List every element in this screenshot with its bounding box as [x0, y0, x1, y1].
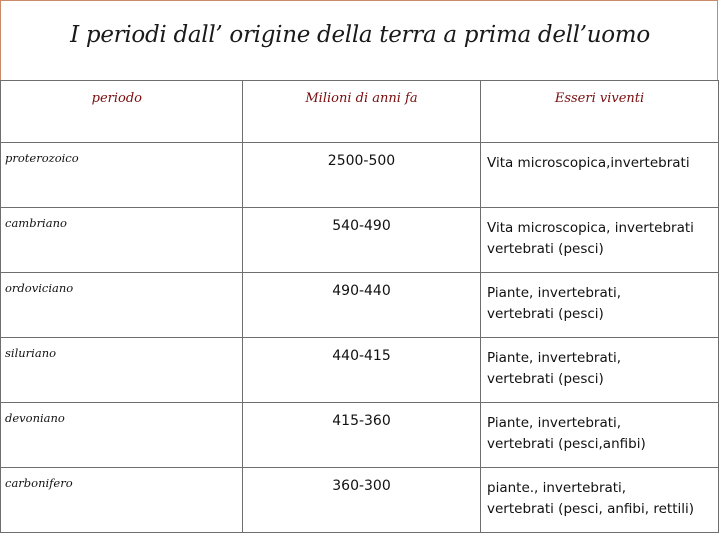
- table-row: [1, 208, 719, 273]
- period-cell: carbonifero: [1, 468, 243, 533]
- table-row: [1, 273, 719, 338]
- beings-line: Vita microscopica,invertebrati: [487, 155, 690, 171]
- beings-cell: [481, 403, 719, 468]
- beings-cell: [481, 143, 719, 208]
- years-cell: 360-300: [243, 468, 481, 533]
- beings-line: Piante, invertebrati,: [487, 285, 622, 301]
- beings-line: vertebrati (pesci,anfibi): [487, 436, 646, 452]
- period-cell: ordoviciano: [1, 273, 243, 338]
- slide-title: I periodi dall’ origine della terra a prima dell’uomo: [70, 22, 650, 48]
- period-cell: siluriano: [1, 338, 243, 403]
- beings-line: vertebrati (pesci): [487, 241, 604, 257]
- beings-cell: [481, 208, 719, 273]
- header-years: Milioni di anni fa: [243, 81, 481, 143]
- beings-line: vertebrati (pesci): [487, 306, 604, 322]
- beings-cell: [481, 468, 719, 533]
- beings-line: Piante, invertebrati,: [487, 415, 622, 431]
- table-row: [1, 338, 719, 403]
- years-cell: 415-360: [243, 403, 481, 468]
- years-cell: 490-440: [243, 273, 481, 338]
- table-row: [1, 403, 719, 468]
- periods-table: [0, 80, 719, 533]
- beings-cell: [481, 273, 719, 338]
- beings-line: piante., invertebrati,: [487, 480, 627, 496]
- years-cell: 2500-500: [243, 143, 481, 208]
- beings-line: Vita microscopica, invertebrati: [487, 220, 694, 236]
- table-row: [1, 468, 719, 533]
- beings-line: Piante, invertebrati,: [487, 350, 622, 366]
- header-beings: Esseri viventi: [481, 81, 719, 143]
- header-period: periodo: [1, 81, 243, 143]
- beings-line: vertebrati (pesci): [487, 371, 604, 387]
- years-cell: 540-490: [243, 208, 481, 273]
- period-cell: cambriano: [1, 208, 243, 273]
- table-header-row: [1, 81, 719, 143]
- period-cell: proterozoico: [1, 143, 243, 208]
- period-cell: devoniano: [1, 403, 243, 468]
- beings-line: vertebrati (pesci, anfibi, rettili): [487, 501, 695, 517]
- years-cell: 440-415: [243, 338, 481, 403]
- beings-cell: [481, 338, 719, 403]
- table-row: [1, 143, 719, 208]
